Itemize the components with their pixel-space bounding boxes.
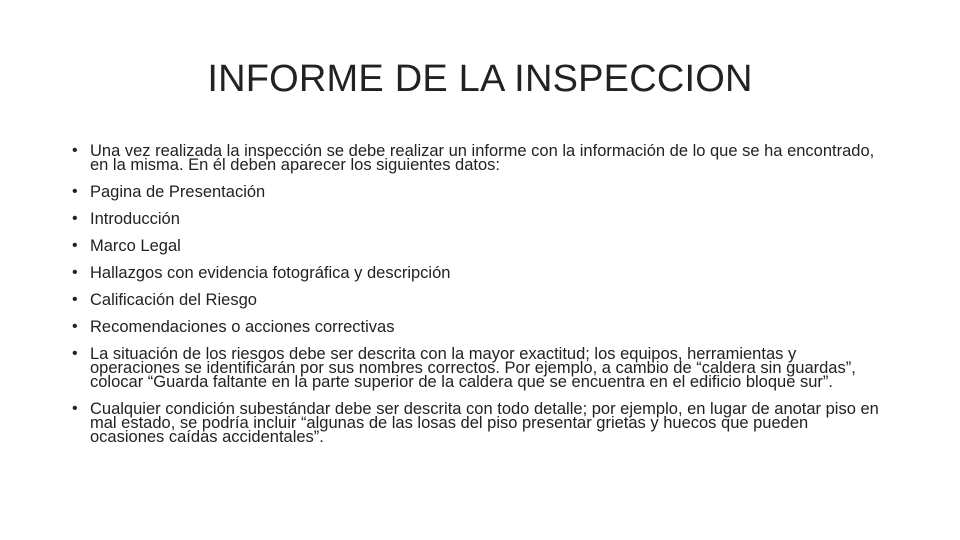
bullet-introduction: • Introducción — [72, 212, 882, 226]
bullet-risk-situation: • La situación de los riesgos debe ser descrita con la mayor exactitud; los equipos, herramientas y operaciones se identificarán por sus nombres correctos. Por ejemplo, a cambio de “caldera sin guardas”, colocar “Guarda faltante en la parte superior de la caldera que se encuentra en el edificio bloque sur”. — [72, 347, 882, 389]
bullet-legal-framework: • Marco Legal — [72, 239, 882, 253]
slide-content — [72, 144, 882, 457]
bullet-recommendations: • Recomendaciones o acciones correctivas — [72, 320, 882, 334]
slide-title: INFORME DE LA INSPECCION — [207, 58, 753, 100]
bullet-substandard-condition: • Cualquier condición subestándar debe ser descrita con todo detalle; por ejemplo, en lugar de anotar piso en mal estado, se podría incluir “algunas de las losas del piso presentar grietas y huecos que pueden ocasiones caídas accidentales”. — [72, 402, 882, 444]
bullet-risk-rating: • Calificación del Riesgo — [72, 293, 882, 307]
bullet-intro: • Una vez realizada la inspección se debe realizar un informe con la información de lo que se ha encontrado, en la misma. En él deben aparecer los siguientes datos: — [72, 144, 882, 172]
bullet-presentation-page: • Pagina de Presentación — [72, 185, 882, 199]
bullet-findings: • Hallazgos con evidencia fotográfica y descripción — [72, 266, 882, 280]
bullet-list — [72, 144, 882, 444]
